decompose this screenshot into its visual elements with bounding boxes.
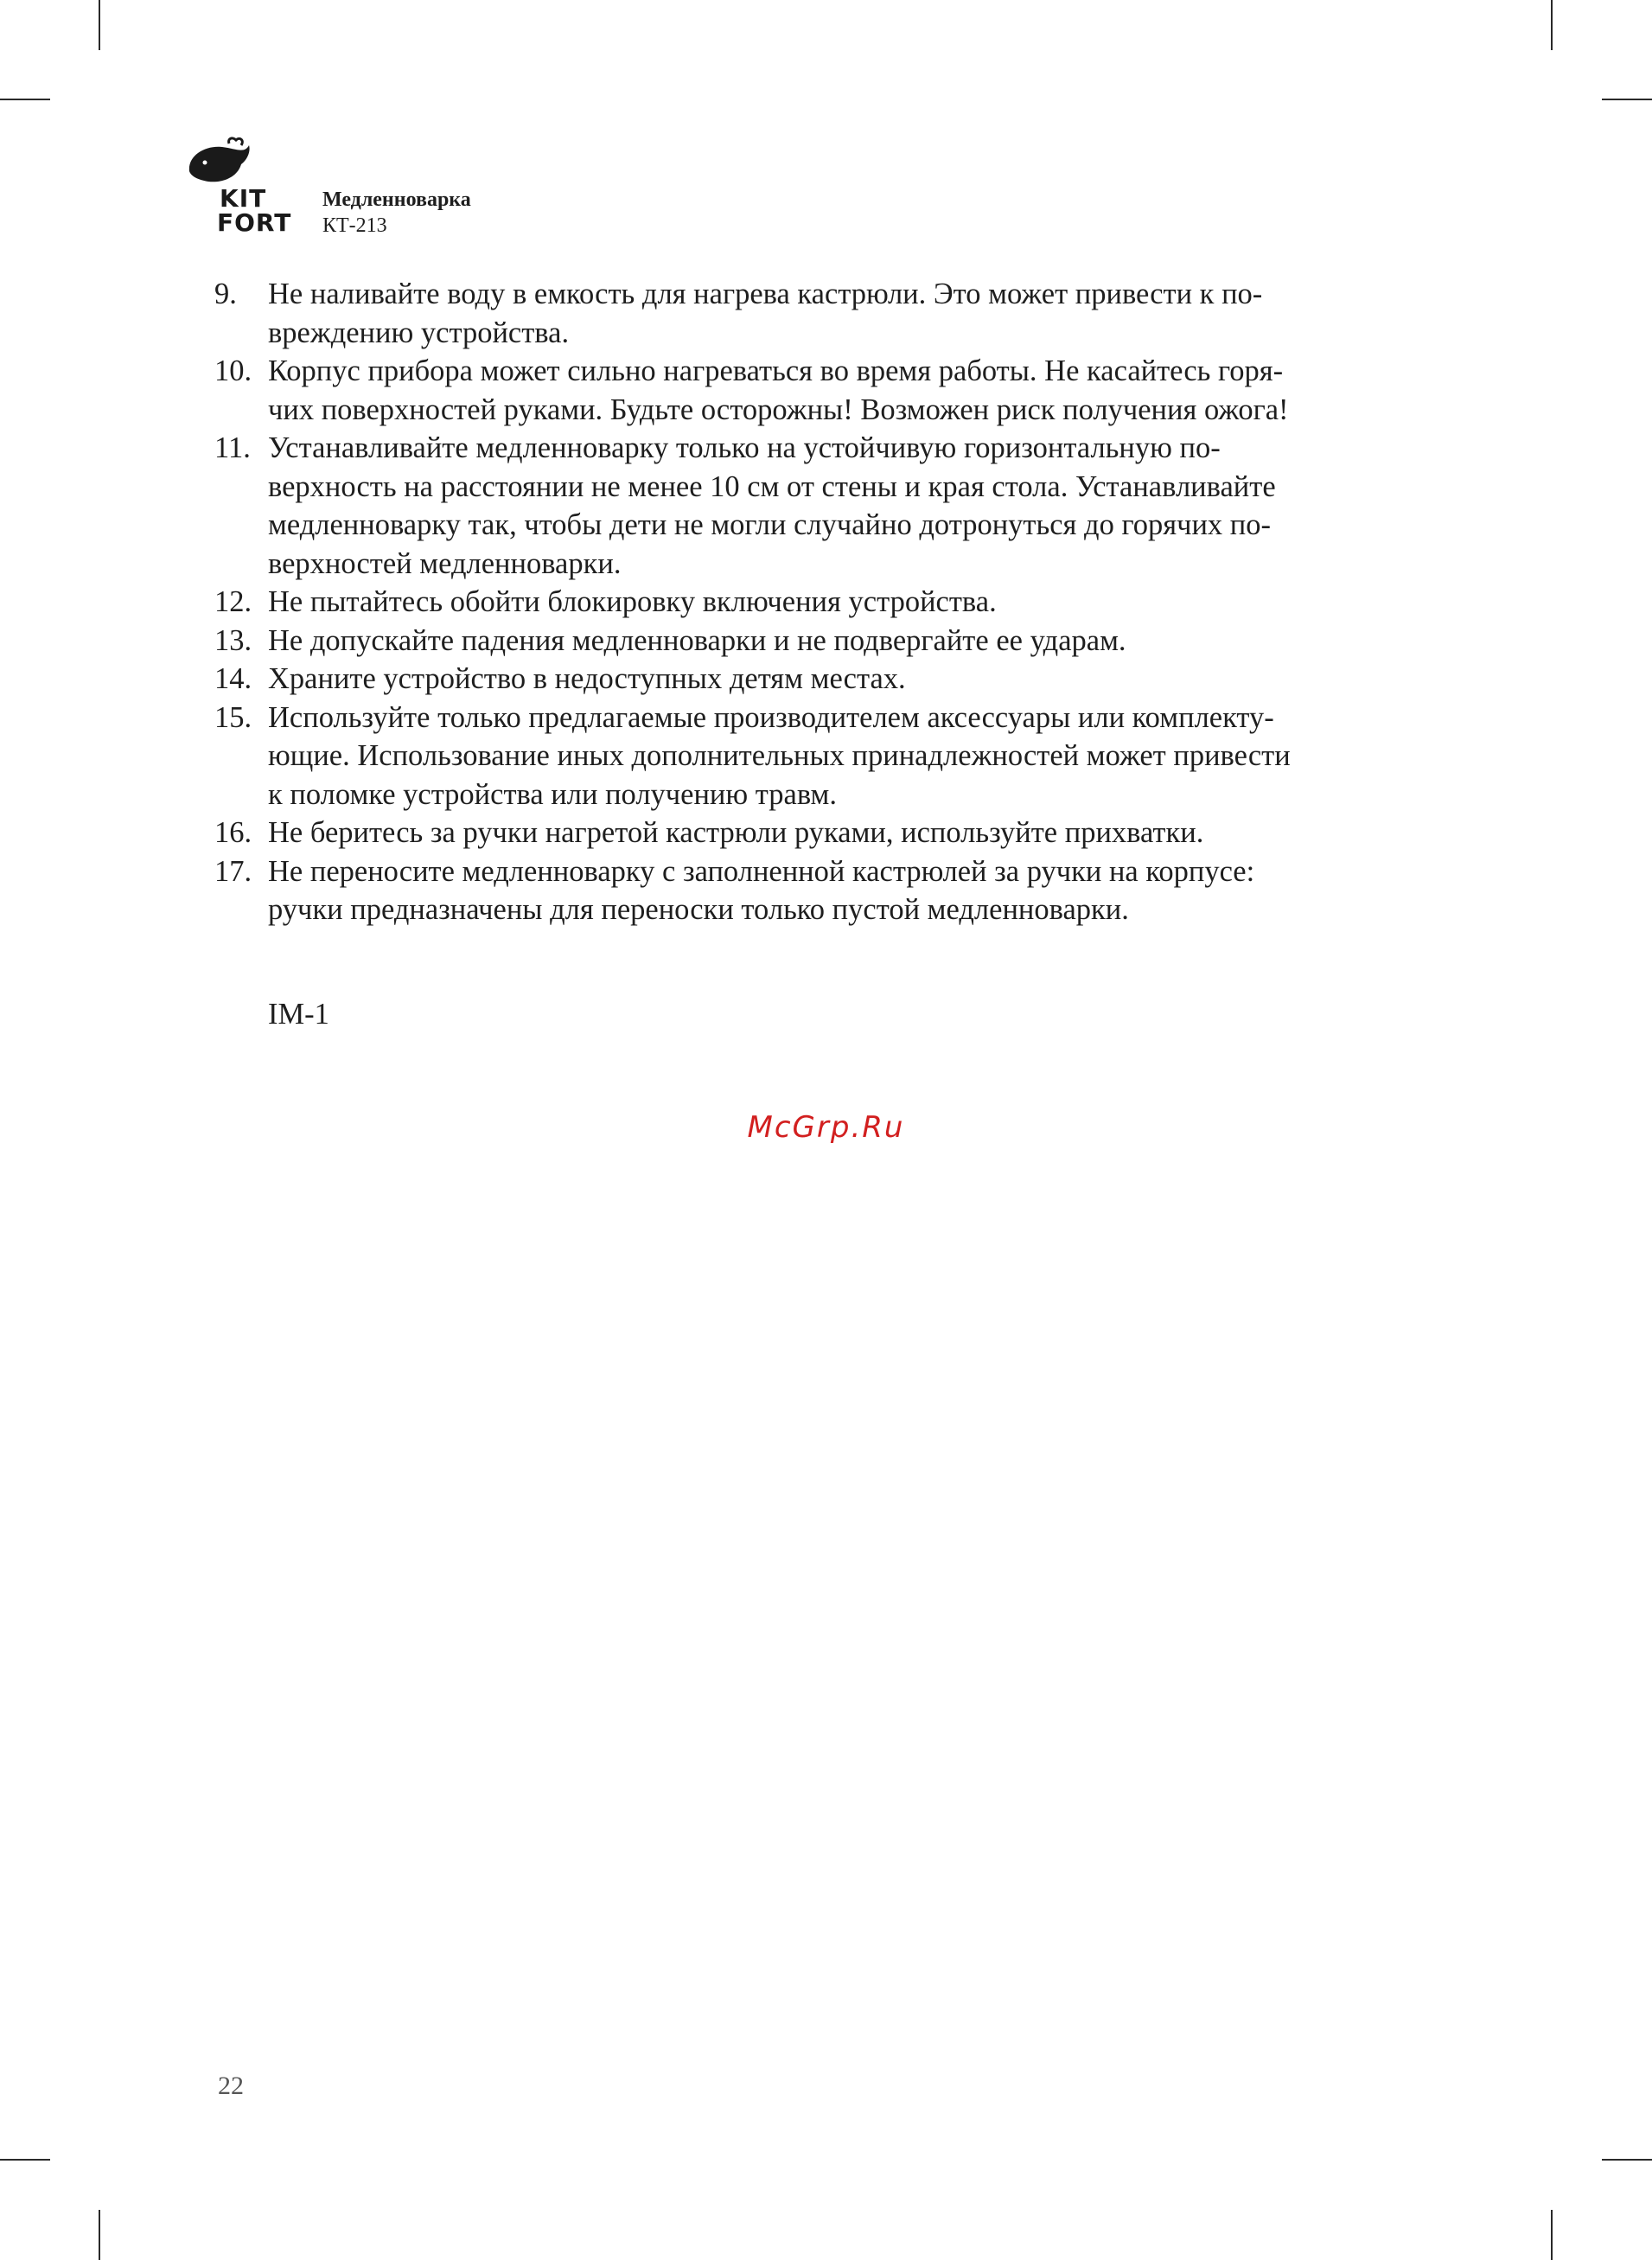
crop-mark-bottom-left: [99, 2210, 100, 2260]
product-model: КТ-213: [322, 214, 387, 237]
list-item-line: к поломке устройства или получению травм.: [268, 777, 838, 811]
list-item-text: [268, 429, 1459, 583]
watermark: McGrp.Ru: [747, 1110, 905, 1145]
list-item: [214, 852, 1459, 929]
crop-mark-left-top: [0, 99, 50, 100]
list-item-text: [268, 814, 1459, 852]
list-item: [214, 275, 1459, 352]
crop-mark-left-bottom: [0, 2159, 50, 2161]
list-item-line: Не допускайте падения медленноварки и не подвергайте ее ударам.: [268, 623, 1126, 657]
list-item-text: [268, 699, 1459, 814]
crop-mark-top-left: [99, 0, 100, 50]
list-item-line: Не переносите медленноварку с заполненной кастрюлей за ручки на корпусе:: [268, 854, 1255, 888]
list-item-text: [268, 275, 1459, 352]
list-item-number: 9.: [214, 278, 237, 310]
product-name: Медленноварка: [322, 188, 471, 211]
list-item: [214, 660, 1459, 699]
list-item-number: 17.: [214, 854, 252, 888]
list-item: [214, 622, 1459, 661]
list-item-number: 10.: [214, 354, 252, 387]
crop-mark-right-top: [1602, 99, 1652, 100]
crop-mark-bottom-right: [1551, 2210, 1553, 2260]
list-item-number: 13.: [214, 623, 252, 657]
list-item-number: 12.: [214, 585, 252, 618]
list-item-line: Устанавливайте медленноварку только на устойчивую горизонтальную по-: [268, 431, 1221, 464]
list-item: [214, 699, 1459, 814]
list-item-text: [268, 352, 1459, 429]
list-item-number: 15.: [214, 700, 252, 734]
list-item-line: Не пытайтесь обойти блокировку включения устройства.: [268, 585, 997, 618]
list-item-line: Используйте только предлагаемые производителем аксессуары или комплекту-: [268, 700, 1274, 734]
list-item: [214, 583, 1459, 622]
list-item-line: медленноварку так, чтобы дети не могли случайно дотронуться до горячих по-: [268, 508, 1272, 541]
list-item-text: [268, 660, 1459, 699]
list-item: [214, 352, 1459, 429]
crop-mark-right-bottom: [1602, 2159, 1652, 2161]
list-item: [214, 429, 1459, 583]
list-item-text: [268, 622, 1459, 661]
list-item-number: 14.: [214, 662, 252, 695]
list-item-line: Не беритесь за ручки нагретой кастрюли руками, используйте прихватки.: [268, 816, 1204, 849]
list-item-line: вреждению устройства.: [268, 316, 570, 349]
list-item-line: ручки предназначены для переноски только пустой медленноварки.: [268, 893, 1129, 926]
list-item-line: Корпус прибора может сильно нагреваться во время работы. Не касайтесь горя-: [268, 354, 1284, 387]
list-item-text: [268, 852, 1459, 929]
list-item-line: верхность на расстоянии не менее 10 см от стены и края стола. Устанавливайте: [268, 469, 1276, 503]
document-code: IM-1: [268, 998, 329, 1031]
page-number: 22: [218, 2072, 244, 2100]
kitfort-logo: [186, 137, 298, 245]
list-item-line: Не наливайте воду в емкость для нагрева кастрюли. Это может привести к по-: [268, 278, 1263, 310]
brand-wordmark: [217, 184, 292, 237]
whale-icon: [186, 137, 255, 188]
list-item-line: чих поверхностей руками. Будьте осторожны! Возможен риск получения ожога!: [268, 393, 1289, 426]
list-item-text: [268, 583, 1459, 622]
list-item-number: 11.: [214, 431, 251, 464]
safety-instructions-list: [214, 275, 1459, 929]
list-item-number: 16.: [214, 816, 252, 849]
list-item-line: ющие. Использование иных дополнительных принадлежностей может привести: [268, 739, 1291, 772]
crop-mark-top-right: [1551, 0, 1553, 50]
brand-line-1: KIT: [220, 184, 267, 213]
brand-line-2: FORT: [217, 208, 292, 237]
list-item-line: верхностей медленноварки.: [268, 546, 622, 580]
product-header: [322, 187, 471, 239]
list-item-line: Храните устройство в недоступных детям местах.: [268, 662, 906, 695]
list-item: [214, 814, 1459, 852]
